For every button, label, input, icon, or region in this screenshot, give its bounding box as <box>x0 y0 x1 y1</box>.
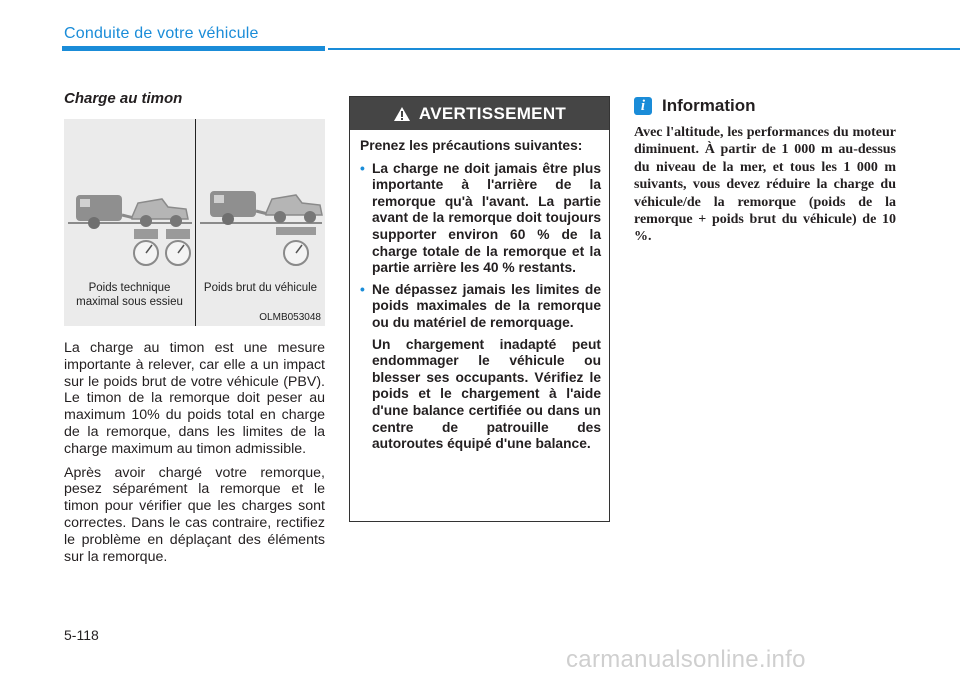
section-header-title: Conduite de votre véhicule <box>64 25 259 42</box>
warning-header <box>350 97 609 130</box>
header-rule <box>328 48 960 50</box>
warning-item: • Ne dépassez jamais les limites de poids maximales de la remorque ou du matériel de remorquage. <box>360 282 601 332</box>
warning-intro: Prenez les précautions suivantes: <box>360 138 583 153</box>
info-text: Avec l'altitude, les performances du moteur diminuent. À partir de 1 000 m au-dessus du niveau de la mer, et tous les 1 000 m suivants, vous devez réduire la charge du véhicule/de la remorque (poids de la remorque + poids brut du véhicule) de 10 %. <box>634 125 896 245</box>
figure-caption-right: Poids brut du véhicule <box>203 282 318 294</box>
warning-box <box>349 96 610 522</box>
warning-subtext: Un chargement inadapté peut endommager le véhicule ou blesser ses occupants. Vérifiez le poids et le chargement à l'aide d'une balance certifiée ou dans un centre de patrouille des autoroutes équipé d'une balance. <box>372 336 601 452</box>
header-accent-bar <box>62 46 325 51</box>
warning-triangle-icon <box>393 106 411 122</box>
tongue-load-figure <box>64 119 325 326</box>
page-number: 5-118 <box>64 627 99 643</box>
warning-list <box>360 161 601 332</box>
info-icon: i <box>634 97 652 115</box>
body-paragraph: La charge au timon est une mesure importante à relever, car elle a un impact sur le poids brut de votre véhicule (PBV). Le timon de la remorque doit peser au maximum 10% du poids total en charge de la remorque, dans les limites de la charge maximum au timon admissible. <box>64 340 325 457</box>
warning-title: AVERTISSEMENT <box>418 103 567 123</box>
body-paragraph: Après avoir chargé votre remorque, pesez séparément la remorque et le timon pour vérifier que les charges sont correctes. Dans le cas contraire, rectifiez le problème en déplaçant des éléments sur la remorque. <box>64 464 325 565</box>
info-title: Information <box>662 96 756 115</box>
figure-code: OLMB053048 <box>259 312 321 323</box>
warning-item: • La charge ne doit jamais être plus importante à l'arrière de la remorque qu'à l'avant. La partie avant de la remorque doit toujours supporter environ 60 % de la charge totale de la remorque et la partie arrière les 40 % restants. <box>360 161 601 277</box>
info-section <box>634 96 896 246</box>
watermark: carmanualsonline.info <box>566 646 806 673</box>
left-column <box>64 90 325 565</box>
figure-caption-left: Poids technique maximal sous essieu <box>76 282 183 308</box>
section-title: Charge au timon <box>64 90 183 107</box>
